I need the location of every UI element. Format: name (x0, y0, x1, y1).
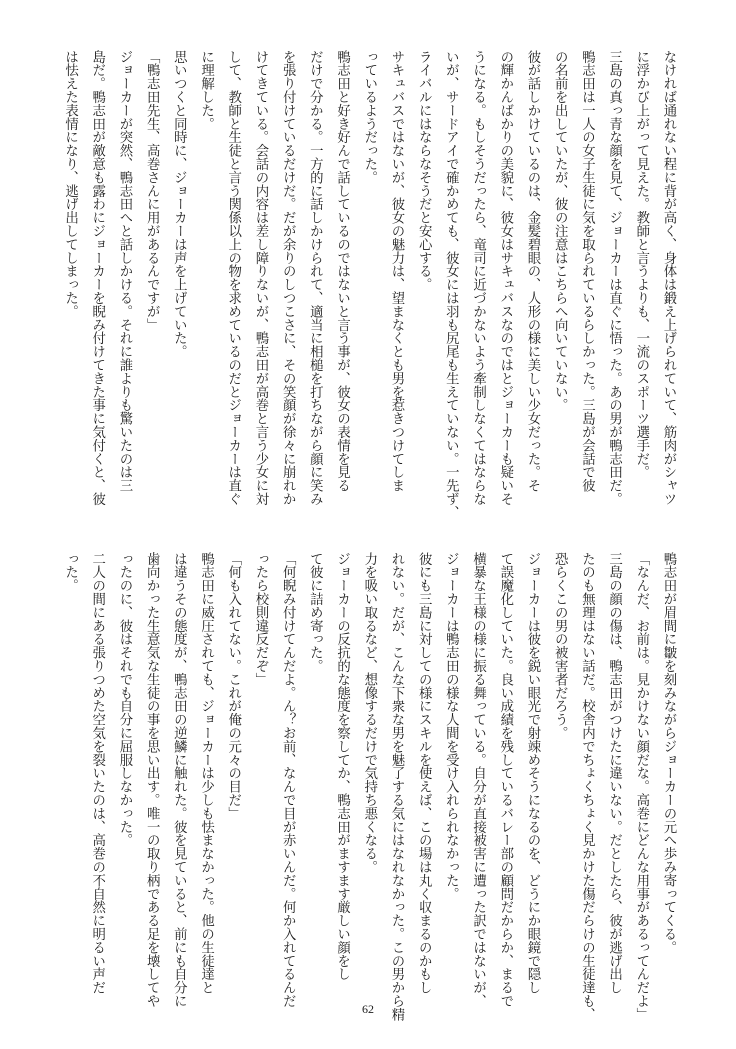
text-line: の名前を出していたが、彼の注意はこちらへ向いていない。 (552, 50, 568, 412)
text-line: けてきている。会話の内容は差し障りないが、鴨志田が高巻と言う少女に対 (252, 50, 268, 506)
text-line: ジョーカーは鴨志田の様な人間を受け入れられなかった。 (443, 552, 459, 901)
text-line: 二人の間にある張りつめた空気を裂いたのは、高巻の不自然に明るい声だ (89, 552, 105, 995)
text-line: ったのに、彼はそれでも自分に屈服しなかった。 (116, 552, 132, 847)
text-line: 彼にも三島に対しての様にスキルを使えば、この場は丸く収まるのかもし (416, 552, 432, 995)
text-line: 歯向かった生意気な生徒の事を思い出す。唯一の取り柄である足を壊してや (144, 552, 160, 1008)
text-line: て彼に詰め寄った。 (307, 552, 323, 673)
text-line: れない。だが、こんな下衆な男を魅了する気にはなれなかった。この男から精 (388, 552, 404, 1021)
text-line: て誤魔化していた。良い成績を残しているバレー部の顧問だからか、まるで (497, 552, 513, 1008)
text-line: 鴨志田に威圧されても、ジョーカーは少しも怯まなかった。他の生徒達と (198, 552, 214, 995)
text-line: ライバルにはならなそうだと安心する。 (416, 50, 432, 292)
text-line: たのも無理はない話だ。校舎内でちょくちょく見かけた傷だらけの生徒達も、 (579, 552, 595, 1021)
text-line: 島だ。鴨志田が敵意も露わにジョーカーを睨み付けてきた事に気付くと、彼 (89, 50, 105, 506)
text-line: 力を吸い取るなど、想像するだけで気持ち悪くなる。 (361, 552, 377, 874)
text-line: ジョーカーの反抗的な態度を察してか、鴨志田がますます厳しい顔をし (334, 552, 350, 981)
text-line: 「何も入れてない。これが俺の元々の目だ」 (225, 552, 241, 820)
text-line: の輝かんばかりの美貌に、彼女はサキュバスなのではとジョーカーも疑いそ (497, 50, 513, 506)
text-line: を張り付けているだけだ。だが余りのしつこさに、その笑顔が徐々に崩れか (280, 50, 296, 506)
text-line: 三島の真っ青な顔を見て、ジョーカーは直ぐに悟った。あの男が鴨志田だ。 (606, 50, 622, 506)
text-line: っているようだった。 (361, 50, 377, 184)
text-line: ジョーカーは彼を鋭い眼光で射竦めそうになるのを、どうにか眼鏡で隠し (524, 552, 540, 995)
text-line: に理解した。 (198, 50, 214, 131)
text-line: 「鴨志田先生、高巻さんに用があるんですが」 (144, 50, 160, 332)
text-line: ったら校則違反だぞ」 (252, 552, 268, 686)
text-line: 鴨志田は一人の女子生徒に気を取られているらしかった。三島が会話で彼 (579, 50, 595, 493)
text-line: サキュバスではないが、彼女の魅力は、望まなくとも男を惹きつけてしま (388, 50, 404, 493)
text-line: 鴨志田が眉間に皺を刻みながらジョーカーの元へ歩み寄ってくる。 (661, 552, 676, 954)
text-line: 恐らくこの男の被害者だろう。 (552, 552, 568, 740)
text-line: 横暴な王様の様に振る舞っている。自分が直接被害に遭った訳ではないが、 (470, 552, 486, 1008)
text-line: 彼が話しかけているのは、金髪碧眼の、人形の様に美しい少女だった。そ (524, 50, 540, 493)
text-line: ジョーカーが突然、鴨志田へと話しかける。それに誰よりも驚いたのは三 (116, 50, 132, 493)
text-line: った。 (62, 552, 78, 593)
text-line: は違うその態度が、鴨志田の逆鱗に触れた。彼を見ていると、前にも自分に (171, 552, 187, 1008)
text-line: なければ通れない程に背が高く、身体は鍛え上げられていて、筋肉がシャツ (661, 50, 676, 506)
text-line: うになる。もしそうだったら、竜司に近づかないよう牽制しなくてはならな (470, 50, 486, 506)
text-line: は怯えた表情になり、逃げ出してしまった。 (62, 50, 78, 318)
text-line: 三島の顔の傷は、鴨志田がつけたに違いない。だとしたら、彼が逃げ出し (606, 552, 622, 995)
upper-text-column (60, 50, 682, 519)
text-line: だけで分かる。一方的に話しかけられて、適当に相槌を打ちながら顔に笑み (307, 50, 323, 506)
text-line: 思いつくと同時に、ジョーカーは声を上げていた。 (171, 50, 187, 359)
text-line: いが、サードアイで確かめても、彼女には羽も尻尾も生えていない。一先ず、 (443, 50, 459, 519)
text-line: 鴨志田と好き好んで話しているのではないと言う事が、彼女の表情を見る (334, 50, 350, 493)
text-line: 「何睨み付けてんだよ。ん？お前、なんで目が赤いんだ。何か入れてるんだ (280, 552, 296, 1008)
text-line: に浮かび上がって見えた。教師と言うよりも、一流のスポーツ選手だ。 (633, 50, 649, 479)
page-number: 62 (362, 1002, 374, 1016)
text-line: 「なんだ、お前は。見かけない顔だな。高巻にどんな用事があるってんだよ」 (633, 552, 649, 1021)
text-line: して、教師と生徒と言う関係以上の物を求めているのだとジョーカーは直ぐ (225, 50, 241, 506)
